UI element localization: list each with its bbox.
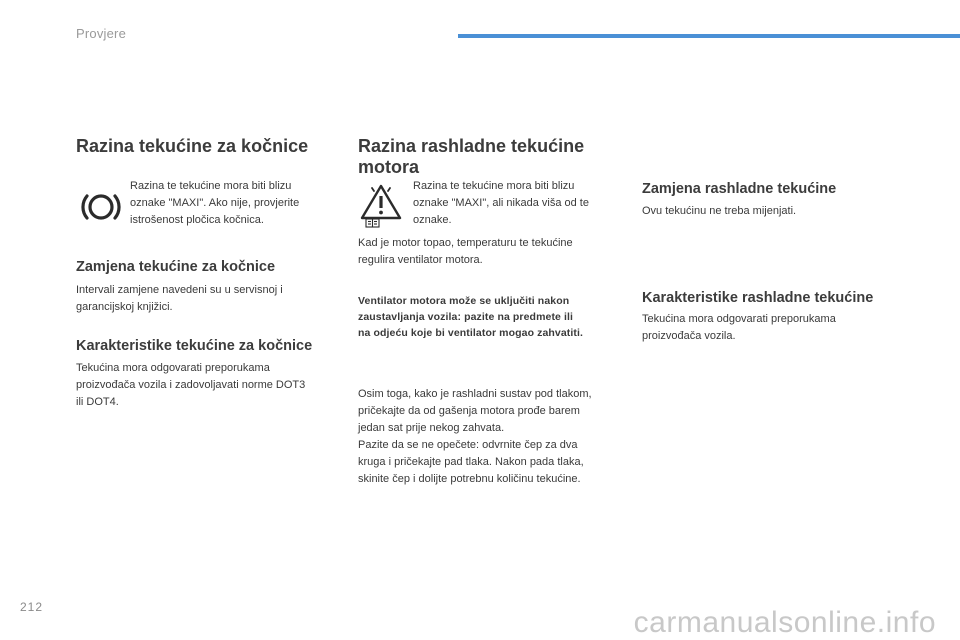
text-line: kruga i pričekajte pad tlaka. Nakon pada tlaka, xyxy=(358,456,584,468)
text-line: Ventilator motora može se uključiti nakon xyxy=(358,295,570,307)
text-line: istrošenost pločica kočnica. xyxy=(130,214,264,226)
text-line: regulira ventilator motora. xyxy=(358,254,483,266)
section-label: Provjere xyxy=(76,26,127,41)
text-line: jedan sat prije nekog zahvata. xyxy=(358,422,505,434)
coolant-para2 xyxy=(358,386,592,488)
fan-warning-icon xyxy=(358,182,404,233)
header-accent-bar xyxy=(458,34,960,38)
brake-fluid-title: Razina tekućine za kočnice xyxy=(76,136,309,156)
page-number: 212 xyxy=(20,600,44,614)
text-line: ili DOT4. xyxy=(76,396,119,408)
coolant-title xyxy=(358,136,584,178)
fan-warning-note xyxy=(358,293,583,341)
brake-replacement-text xyxy=(76,282,283,316)
text-line: Razina te tekućine mora biti blizu xyxy=(413,180,575,192)
text-line: oznake "MAXI", ali nikada viša od te xyxy=(413,197,589,209)
brake-replacement-title: Zamjena tekućine za kočnice xyxy=(76,259,276,275)
brake-specs-text xyxy=(76,360,305,411)
text-line: Osim toga, kako je rashladni sustav pod tlakom, xyxy=(358,388,592,400)
text-line: zaustavljanja vozila: pazite na predmete ili xyxy=(358,311,574,323)
text-line: skinite čep i dolijte potrebnu količinu tekućine. xyxy=(358,473,581,485)
text-line: oznake. xyxy=(413,214,452,226)
text-line: na odjeću koje bi ventilator mogao zahvatiti. xyxy=(358,327,584,339)
brake-specs-title: Karakteristike tekućine za kočnice xyxy=(76,338,313,354)
text-line: Intervali zamjene navedeni su u servisnoj i xyxy=(76,284,283,296)
text-line: pričekajte da od gašenja motora prođe barem xyxy=(358,405,580,417)
coolant-title-line2: motora xyxy=(358,157,420,177)
coolant-specs-title: Karakteristike rashladne tekućine xyxy=(642,290,874,306)
text-line: Ovu tekućinu ne treba mijenjati. xyxy=(642,205,797,217)
coolant-replacement-title: Zamjena rashladne tekućine xyxy=(642,181,837,197)
text-line: Tekućina mora odgovarati preporukama xyxy=(642,313,836,325)
coolant-title-line1: Razina rashladne tekućine xyxy=(358,136,585,156)
brake-warning-icon xyxy=(78,184,124,235)
text-line: proizvođača vozila i zadovoljavati norme DOT3 xyxy=(76,379,306,391)
text-line: Razina te tekućine mora biti blizu xyxy=(130,180,292,192)
brake-intro xyxy=(130,178,299,229)
text-line: Pazite da se ne opečete: odvrnite čep za dva xyxy=(358,439,578,451)
text-line: proizvođača vozila. xyxy=(642,330,736,342)
text-line: oznake "MAXI". Ako nije, provjerite xyxy=(130,197,300,209)
coolant-intro xyxy=(413,178,589,229)
text-line: Tekućina mora odgovarati preporukama xyxy=(76,362,270,374)
text-line: Kad je motor topao, temperaturu te tekućine xyxy=(358,237,573,249)
text-line: garancijskoj knjižici. xyxy=(76,301,173,313)
coolant-specs-text xyxy=(642,311,836,345)
coolant-para1 xyxy=(358,235,573,269)
coolant-replacement-text xyxy=(642,203,796,220)
watermark: carmanualsonline.info xyxy=(633,606,936,639)
